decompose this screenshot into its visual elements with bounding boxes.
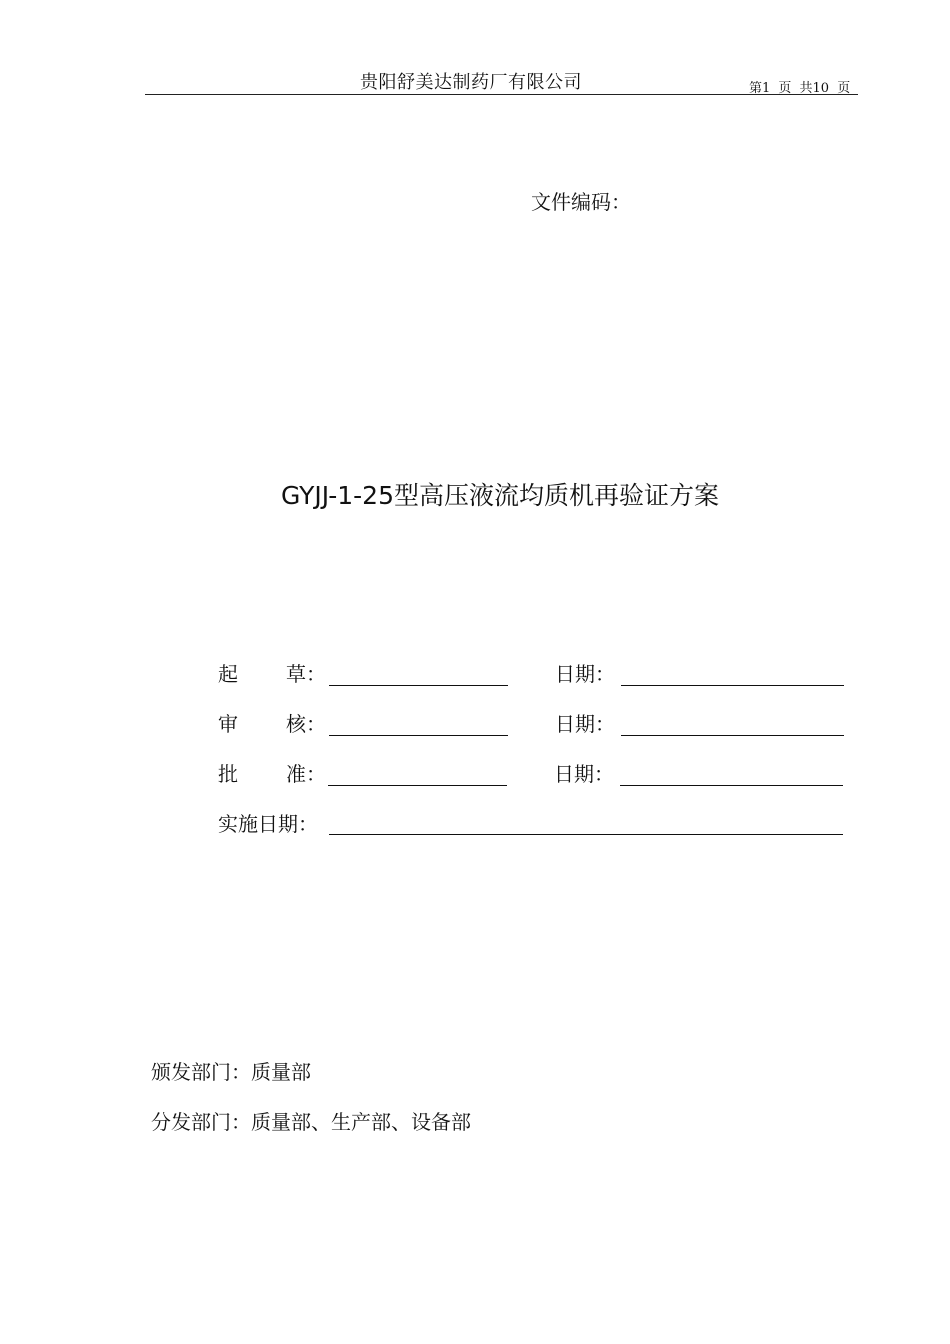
drafted-date-field[interactable] [621, 685, 844, 686]
reviewed-label-rest: 核： [286, 712, 326, 736]
approved-by-field[interactable] [328, 785, 507, 786]
header-divider [145, 94, 858, 95]
file-code-label: 文件编码： [531, 190, 631, 214]
approved-label-char: 批 [218, 762, 238, 786]
drafted-label-char: 起 [218, 662, 238, 686]
issuing-department: 颁发部门：质量部 [151, 1060, 311, 1084]
reviewed-date-label: 日期： [555, 712, 615, 736]
approved-by-label [218, 758, 326, 787]
drafted-date-label: 日期： [555, 662, 615, 686]
drafted-by-field[interactable] [329, 685, 508, 686]
document-title: GYJJ-1-25型高压液流均质机再验证方案 [280, 481, 719, 510]
approved-date-field[interactable] [620, 785, 843, 786]
distribution-departments: 分发部门：质量部、生产部、设备部 [151, 1110, 471, 1134]
reviewed-by-label [218, 708, 326, 737]
effective-date-field[interactable] [329, 834, 843, 835]
reviewed-date-field[interactable] [621, 735, 844, 736]
header-company-name: 贵阳舒美达制药厂有限公司 [360, 72, 582, 93]
effective-date-label: 实施日期： [218, 812, 318, 836]
drafted-by-label [218, 658, 326, 687]
approved-label-rest: 准： [286, 762, 326, 786]
approved-date-label: 日期： [554, 762, 614, 786]
drafted-label-rest: 草： [286, 662, 326, 686]
reviewed-by-field[interactable] [329, 735, 508, 736]
page-indicator: 第1 页 共10 页 [749, 81, 851, 96]
reviewed-label-char: 审 [218, 712, 238, 736]
